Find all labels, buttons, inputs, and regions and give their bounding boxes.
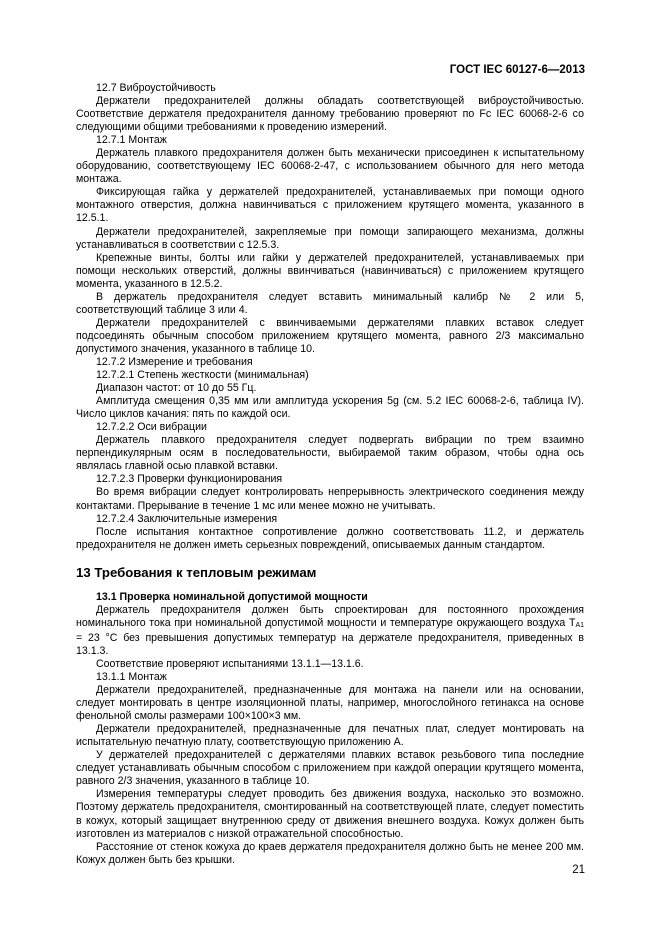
paragraph: Измерения температуры следует проводить без движения воздуха, насколько это возможно. Поэтому держатель предохранителя, смонтированный на соответствующей плате, следует поместить в кожух, который защищает внутреннюю среду от движения внешнего воздуха. Кожух должен быть изготовлен из материалов с низкой отражательной способностью. — [76, 788, 584, 840]
paragraph: После испытания контактное сопротивление должно соответствовать 11.2, и держатель предохранителя не должен иметь серьезных повреждений, описываемых данным стандартом. — [76, 525, 584, 551]
paragraph: Держатели предохранителей должны обладать соответствующей виброустойчивостью. Соответствие держателя предохранителя данному требованию проверяют по Fc IEC 60068-2-6 со следующими общими требованиями к проведению измерений. — [76, 95, 584, 134]
subheading: 12.7.1 Монтаж — [96, 134, 167, 147]
document-header: ГОСТ IEC 60127-6—2013 — [449, 64, 585, 76]
paragraph: Крепежные винты, болты или гайки у держателей предохранителей, устанавливаемых при помощи нескольких отверстий, должны ввинчиваться (навинчиваться) с приложением крутящего момента, указанного в 12.5.2. — [76, 251, 584, 290]
paragraph: У держателей предохранителей с держателями плавких вставок резьбового типа последние следует устанавливать обычным способом с приложением при каждой операции крутящего момента, равного 2/3 значения, указанного в таблице 10. — [76, 749, 584, 788]
subheading: 12.7.2.4 Заключительные измерения — [96, 512, 278, 525]
paragraph: Держатели предохранителей с ввинчиваемыми держателями плавких вставок следует подсоединять обычным способом приложением крутящего момента, равного 2/3 максимально допустимого значения, указанного в таблице 10. — [76, 316, 584, 355]
paragraph: В держатель предохранителя следует вставить минимальный калибр № 2 или 5, соответствующий таблице 3 или 4. — [76, 290, 584, 316]
paragraph: Держатель предохранителя должен быть спроектирован для постоянного прохождения номинального тока при номинальной допустимой мощности и температуре окружающего воздуха TA1 = 23 °С без превышения допустимых температур на держателе предохранителя, приведенных в 13.1.3. — [76, 603, 584, 657]
subheading: 12.7.2.1 Степень жесткости (минимальная) — [96, 369, 309, 382]
paragraph: Во время вибрации следует контролировать непрерывность электрического соединения между контактами. Прерывание в течение 1 мс или менее можно не учитывать. — [76, 486, 584, 512]
paragraph: Держатели предохранителей, предназначенные для печатных плат, следует монтировать на испытательную печатную плату, соответствующую приложению А. — [76, 723, 584, 749]
subheading: 13.1.1 Монтаж — [96, 671, 167, 684]
paragraph: Держатели предохранителей, закрепляемые при помощи запирающего механизма, должны устанавливаться в соответствии с 12.5.3. — [76, 225, 584, 251]
subheading: Диапазон частот: от 10 до 55 Гц. — [96, 382, 257, 395]
paragraph: Расстояние от стенок кожуха до краев держателя предохранителя должно быть не менее 200 мм. Кожух должен быть без крышки. — [76, 840, 584, 866]
subheading: 12.7.2.3 Проверки функционирования — [96, 473, 283, 486]
paragraph: Держатели предохранителей, предназначенные для монтажа на панели или на основании, следует монтировать в центре изоляционной платы, например, многослойного гетинакса на основе фенольной смолы размерами 100×100×3 мм. — [76, 684, 584, 723]
paragraph: Держатель плавкого предохранителя должен быть механически присоединен к испытательному оборудованию, соответствующему IEC 60068-2-47, с использованием обычного для него метода монтажа. — [76, 147, 584, 186]
document-body — [76, 82, 584, 867]
subheading: 12.7.2 Измерение и требования — [96, 355, 253, 368]
paragraph: Амплитуда смещения 0,35 мм или амплитуда ускорения 5g (см. 5.2 IEC 60068-2-6, таблица IV). Число циклов качания: пять по каждой оси. — [76, 395, 584, 421]
section-heading: 13 Требования к тепловым режимам — [76, 564, 317, 580]
paragraph: Держатель плавкого предохранителя следует подвергать вибрации по трем взаимно перпендикулярным осям в последовательности, выбираемой таким образом, чтобы одна ось являлась главной осью плавкой вставки. — [76, 434, 584, 473]
subheading: 12.7.2.2 Оси вибрации — [96, 421, 207, 434]
paragraph: Соответствие проверяют испытаниями 13.1.1—13.1.6. — [96, 657, 364, 670]
bold-subheading: 13.1 Проверка номинальной допустимой мощности — [96, 590, 368, 603]
paragraph: Фиксирующая гайка у держателей предохранителей, устанавливаемых при помощи одного монтажного отверстия, должна навинчиваться с приложением крутящего момента, указанного в 12.5.1. — [76, 186, 584, 225]
subheading: 12.7 Виброустойчивость — [96, 82, 216, 94]
page-number: 21 — [572, 864, 585, 876]
